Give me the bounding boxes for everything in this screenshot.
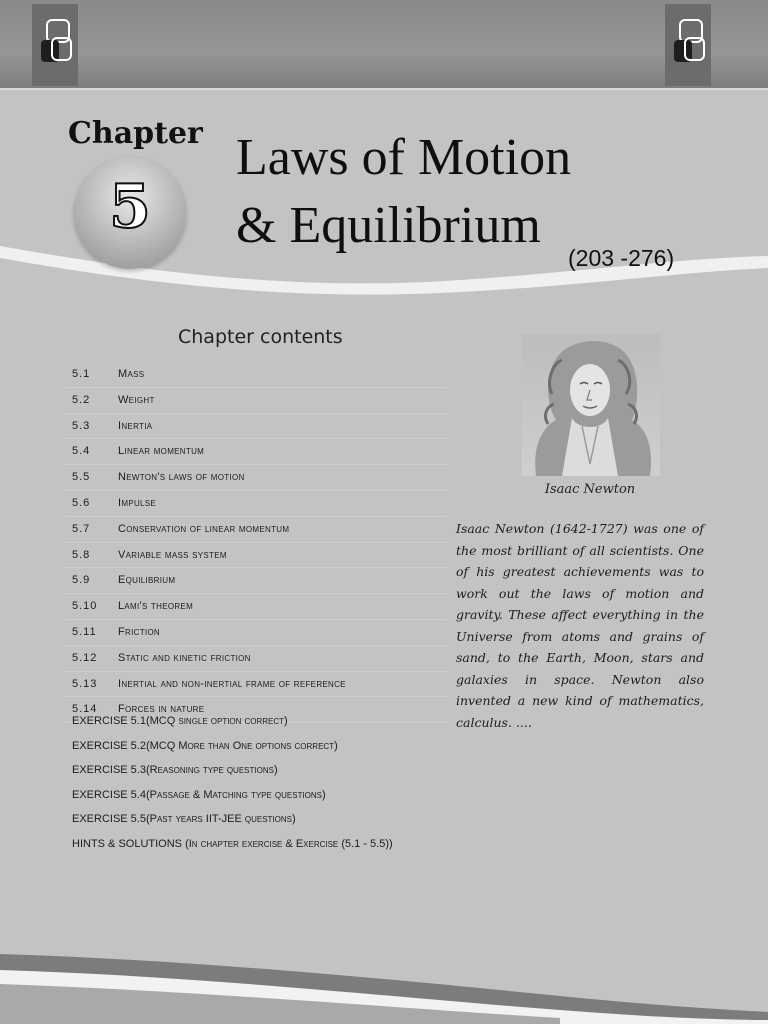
chapter-number: 5: [109, 172, 151, 242]
exercise-list: [66, 709, 486, 857]
toc-number: 5.14: [72, 703, 98, 716]
toc-item: [66, 646, 446, 672]
toc-label: Linear momentum: [118, 445, 205, 458]
toc-label: Lami's theorem: [118, 600, 194, 613]
toc-list: [66, 362, 446, 723]
exercise-item: EXERCISE 5.3(Reasoning type questions): [72, 764, 278, 777]
toc-number: 5.8: [72, 548, 91, 561]
toc-label: Inertial and non-inertial frame of reference: [118, 677, 346, 690]
toc-item: [66, 362, 446, 388]
chapter-title-line2: & Equilibrium: [236, 197, 541, 254]
toc-label: Newton's laws of motion: [118, 471, 245, 484]
toc-label: Mass: [118, 368, 145, 380]
toc-number: 5.7: [72, 522, 91, 535]
toc-label: Weight: [118, 393, 155, 406]
newton-portrait-illustration: [522, 334, 660, 476]
toc-item: [66, 568, 446, 594]
toc-item: [66, 465, 446, 491]
overlapping-squares-icon: [671, 14, 707, 74]
toc-label: Forces in nature: [118, 703, 205, 716]
newton-bio: Isaac Newton (1642-1727) was one of the most brilliant of all scientists. One of his greatest achievements was to work out the laws of motion and gravity. These affect everything in the Universe from atoms and grains of sand, to the Earth, Moon, stars and galaxies in space. Newton also invented a new kind of mathematics, calculus. ....: [456, 521, 704, 730]
header-band: [0, 0, 768, 90]
toc-number: 5.1: [72, 368, 91, 380]
toc-label: Equilibrium: [118, 574, 176, 587]
corner-tab-right: [665, 4, 711, 86]
page-range: (203 -276): [568, 245, 675, 271]
toc-label: Inertia: [118, 419, 153, 432]
toc-number: 5.4: [72, 445, 91, 458]
toc-item: [66, 620, 446, 646]
toc-item: [66, 672, 446, 698]
hints-solutions-item: HINTS & SOLUTIONS (In chapter exercise & Exercise (5.1 - 5.5)): [72, 837, 393, 850]
chapter-label: Chapter: [68, 116, 203, 151]
toc-item: [66, 594, 446, 620]
exercise-item: EXERCISE 5.5(Past years IIT-JEE questions): [72, 813, 296, 826]
toc-item: [66, 414, 446, 440]
exercise-item: EXERCISE 5.4(Passage & Matching type questions): [72, 788, 326, 801]
toc-number: 5.3: [72, 419, 91, 432]
exercise-item: EXERCISE 5.2(MCQ More than One options correct): [72, 739, 338, 752]
toc-number: 5.12: [72, 651, 98, 664]
portrait-caption: Isaac Newton: [544, 482, 636, 497]
toc-number: 5.13: [72, 677, 98, 690]
toc-label: Conservation of linear momentum: [118, 522, 290, 535]
toc-item: [66, 517, 446, 543]
toc-label: Static and kinetic friction: [118, 651, 251, 664]
toc-item: [66, 543, 446, 569]
toc-label: Friction: [118, 625, 161, 638]
corner-tab-left: [32, 4, 78, 86]
toc-number: 5.10: [72, 600, 98, 613]
toc-number: 5.2: [72, 393, 91, 406]
contents-heading: Chapter contents: [178, 326, 343, 348]
toc-number: 5.9: [72, 574, 91, 587]
toc-label: Impulse: [118, 496, 157, 509]
toc-number: 5.5: [72, 471, 91, 484]
toc-number: 5.11: [72, 625, 97, 638]
newton-portrait: [522, 334, 660, 476]
toc-item: [66, 388, 446, 414]
footer-wave: [0, 940, 768, 1024]
chapter-title-line1: Laws of Motion: [236, 129, 572, 186]
toc-number: 5.6: [72, 496, 91, 509]
overlapping-squares-icon: [38, 14, 74, 74]
toc-item: [66, 491, 446, 517]
toc-label: Variable mass system: [118, 548, 227, 561]
toc-item: [66, 439, 446, 465]
exercise-item: EXERCISE 5.1(MCQ single option correct): [72, 715, 288, 727]
